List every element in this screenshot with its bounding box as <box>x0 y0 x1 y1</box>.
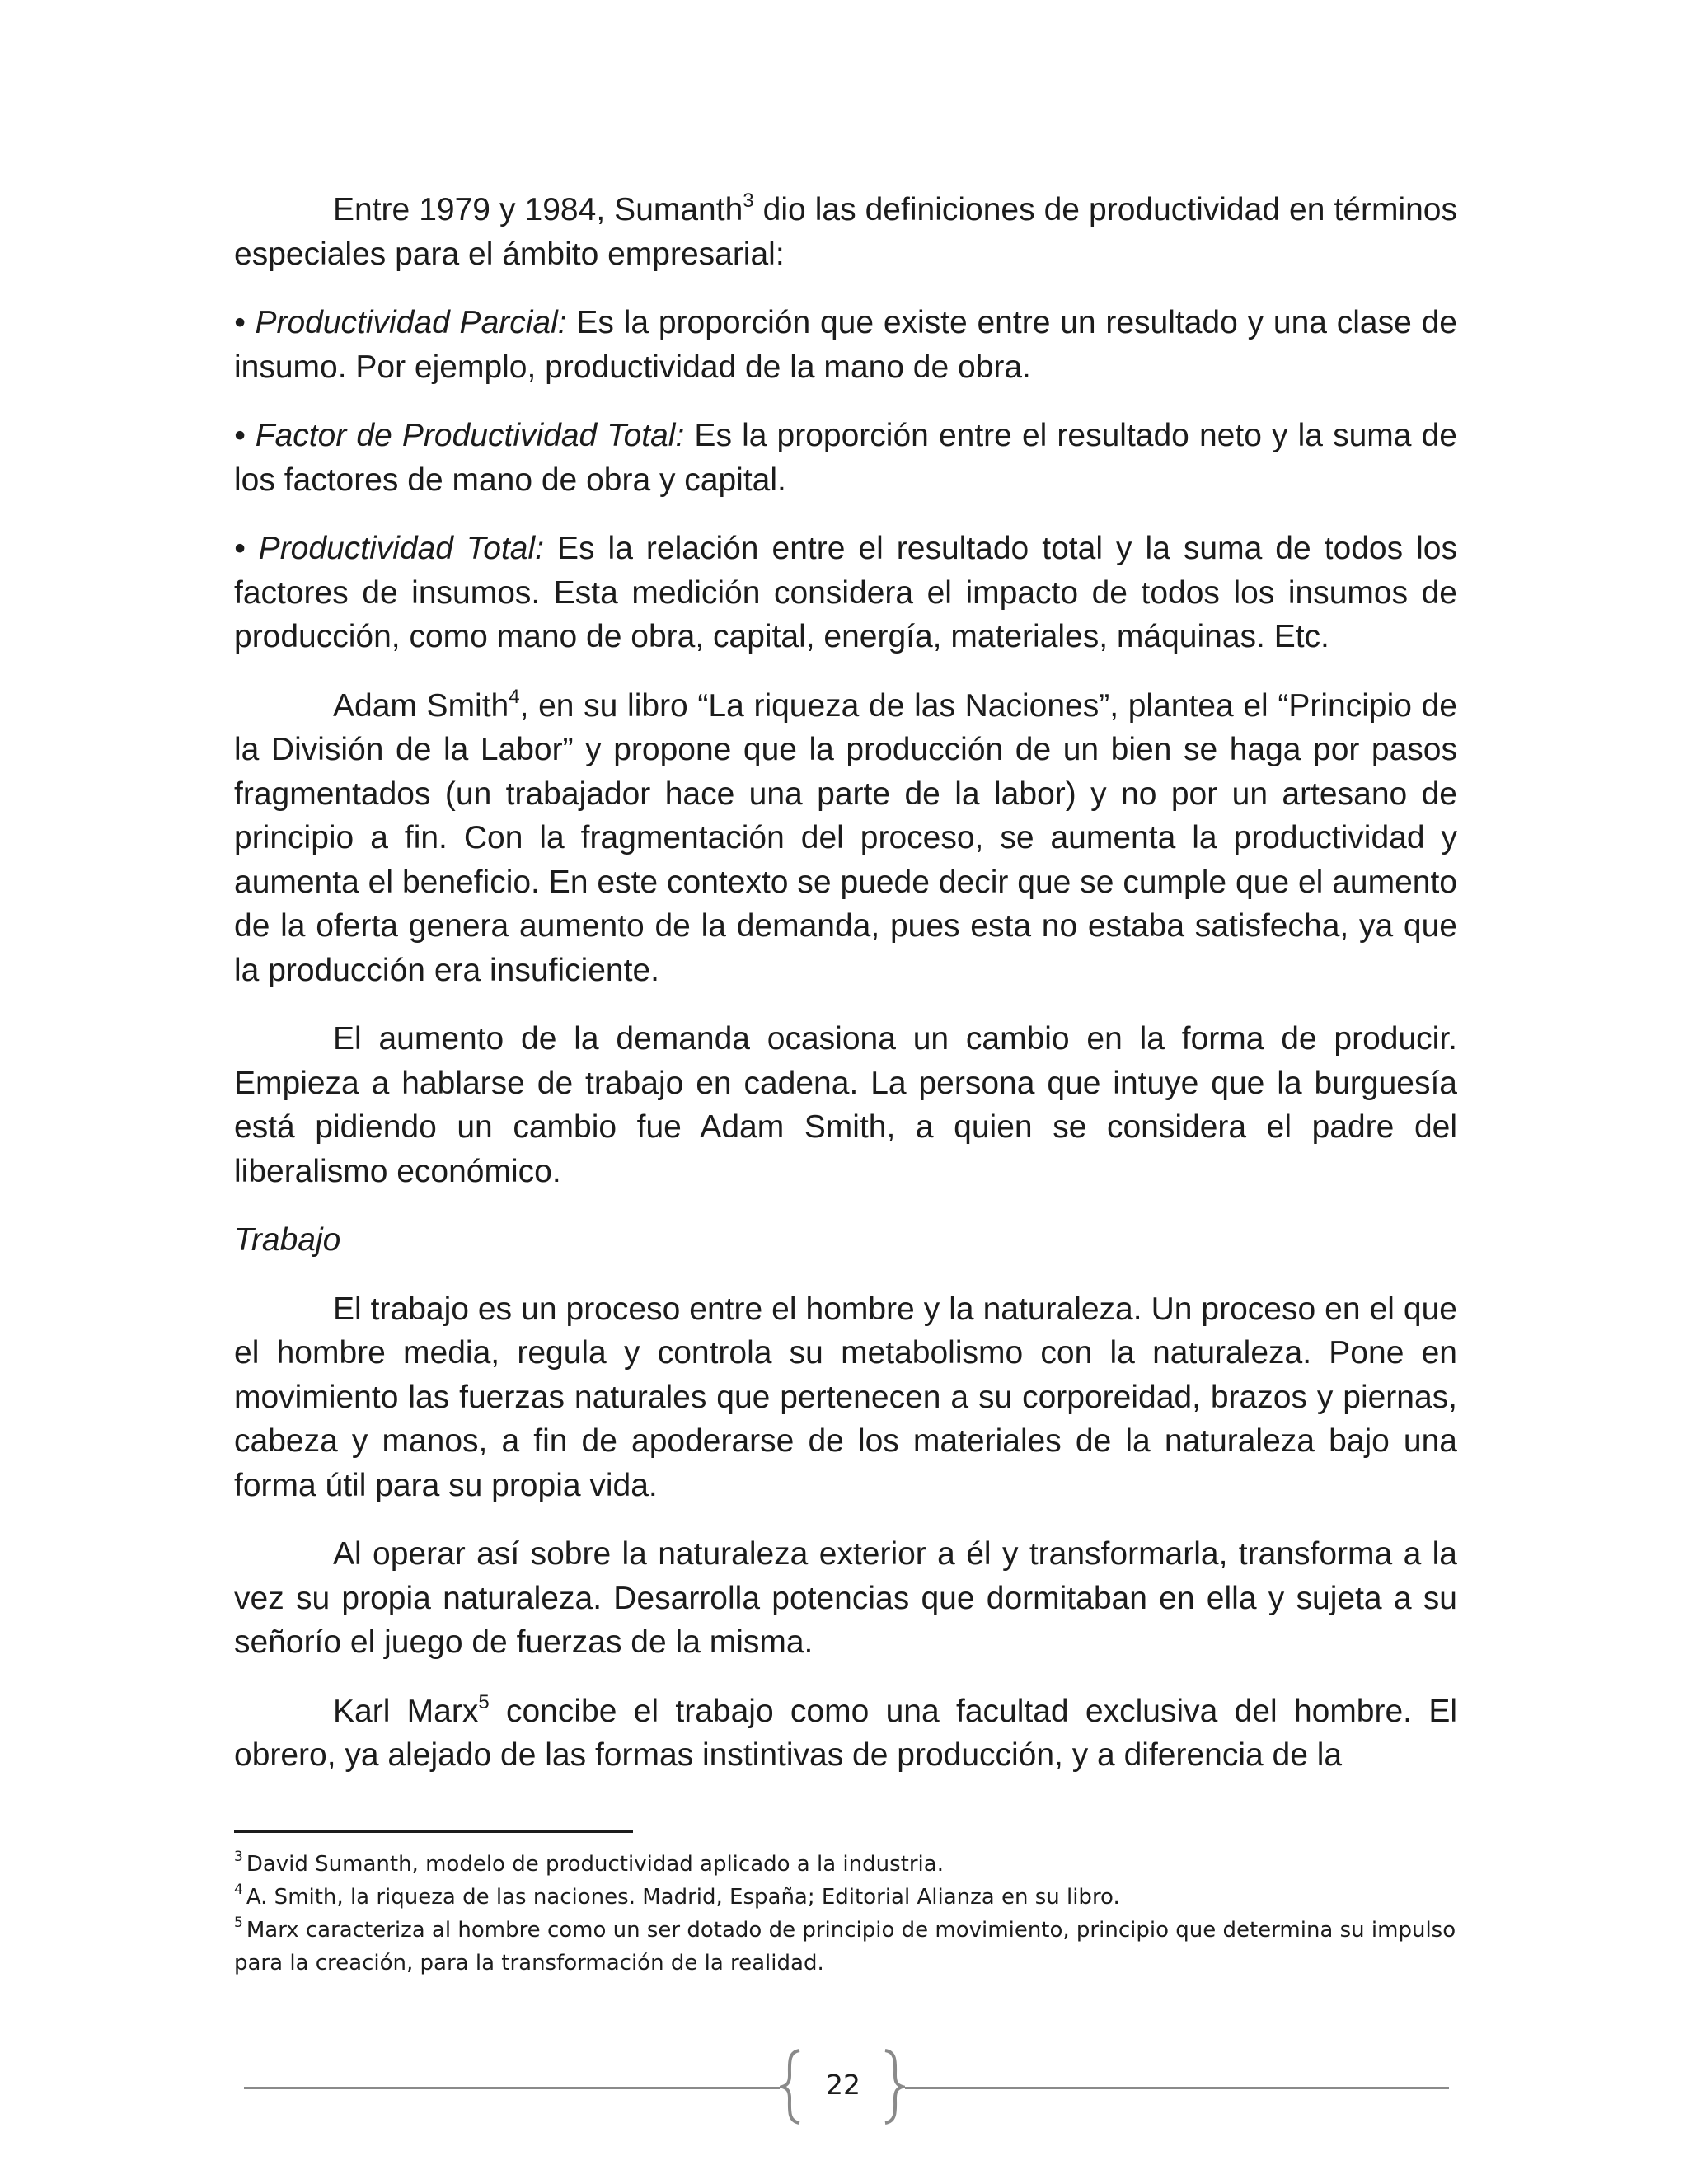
bullet-term: • Factor de Productividad Total: <box>234 418 685 453</box>
footnote-3: $^3$ David Sumanth, modelo de productividad aplicado a la industria. <box>234 1849 944 1877</box>
section-heading-trabajo: Trabajo <box>234 1222 341 1258</box>
paragraph-adam-smith: Adam Smith$^4$, en su libro “La riqueza de las Naciones”, plantea el “Principio de la División de la Labor” y propone que la producción de un bien se haga por pasos fragmentados (un trabajador hace una parte de la labor) y no por un artesano de principio a fin. Con la fragmentación del proceso, se aumenta la productividad y aumenta el beneficio. En este contexto se puede decir que se cumple que el aumento de la oferta genera aumento de la demanda, pues esta no estaba satisfecha, ya que la producción era insuficiente. <box>234 685 1457 988</box>
bullet-productividad-parcial: • Productividad Parcial: Es la proporción que existe entre un resultado y una clase de insumo. Por ejemplo, productividad de la mano de obra. <box>234 305 1457 385</box>
page-number: 22 <box>826 2069 860 2101</box>
bullet-term: • Productividad Total: <box>234 531 544 566</box>
footer-rule-right <box>905 2087 1449 2089</box>
footnote-ref-3[interactable]: 3 <box>743 190 754 212</box>
footer-rule-left <box>244 2087 780 2089</box>
paragraph-demanda: El aumento de la demanda ocasiona un cambio en la forma de producir. Empieza a hablarse de trabajo en cadena. La persona que intuye que la burguesía está pidiendo un cambio fue Adam Smith, a quien se considera el padre del liberalismo económico. <box>234 1021 1457 1189</box>
bullet-productividad-total: • Productividad Total: Es la relación entre el resultado total y la suma de todos los factores de insumos. Esta medición considera el impacto de todos los insumos de producción, como mano de obra, capital, energía, materiales, máquinas. Etc. <box>234 531 1457 654</box>
bullet-factor-productividad-total: • Factor de Productividad Total: Es la proporción entre el resultado neto y la suma de los factores de mano de obra y capital. <box>234 418 1457 498</box>
left-brace-icon <box>780 2047 803 2126</box>
paragraph-sumanth: Entre 1979 y 1984, Sumanth$^3$ dio las definiciones de productividad en términos especiales para el ámbito empresarial: <box>234 190 1457 272</box>
footnote-separator <box>234 1830 633 1833</box>
paragraph-trabajo-proceso: El trabajo es un proceso entre el hombre y la naturaleza. Un proceso en el que el hombre media, regula y controla su metabolismo con la naturaleza. Pone en movimiento las fuerzas naturales que pertenecen a su corporeidad, brazos y piernas, cabeza y manos, a fin de apoderarse de los materiales de la naturaleza bajo una forma útil para su propia vida. <box>234 1291 1457 1503</box>
paragraph-naturaleza-exterior: Al operar así sobre la naturaleza exterior a él y transformarla, transforma a la vez su propia naturaleza. Desarrolla potencias que dormitaban en ella y sujeta a su señorío el juego de fuerzas de la misma. <box>234 1536 1457 1660</box>
footnote-ref-4[interactable]: 4 <box>509 685 520 708</box>
footnote-4: $^4$ A. Smith, la riqueza de las naciones. Madrid, España; Editorial Alianza en su libro. <box>234 1882 1120 1910</box>
footnote-ref-5[interactable]: 5 <box>478 1690 490 1713</box>
footnote-5: $^5$ Marx caracteriza al hombre como un ser dotado de principio de movimiento, principio que determina su impulso para la creación, para la transformación de la realidad. <box>234 1915 1456 1975</box>
bullet-term: • Productividad Parcial: <box>234 305 567 340</box>
right-brace-icon <box>882 2047 905 2126</box>
footnotes <box>234 1848 1457 1980</box>
paragraph-karl-marx: Karl Marx$^5$ concibe el trabajo como una facultad exclusiva del hombre. El obrero, ya alejado de las formas instintivas de producción, y a diferencia de la <box>234 1690 1457 1773</box>
body-text <box>234 188 1457 1802</box>
